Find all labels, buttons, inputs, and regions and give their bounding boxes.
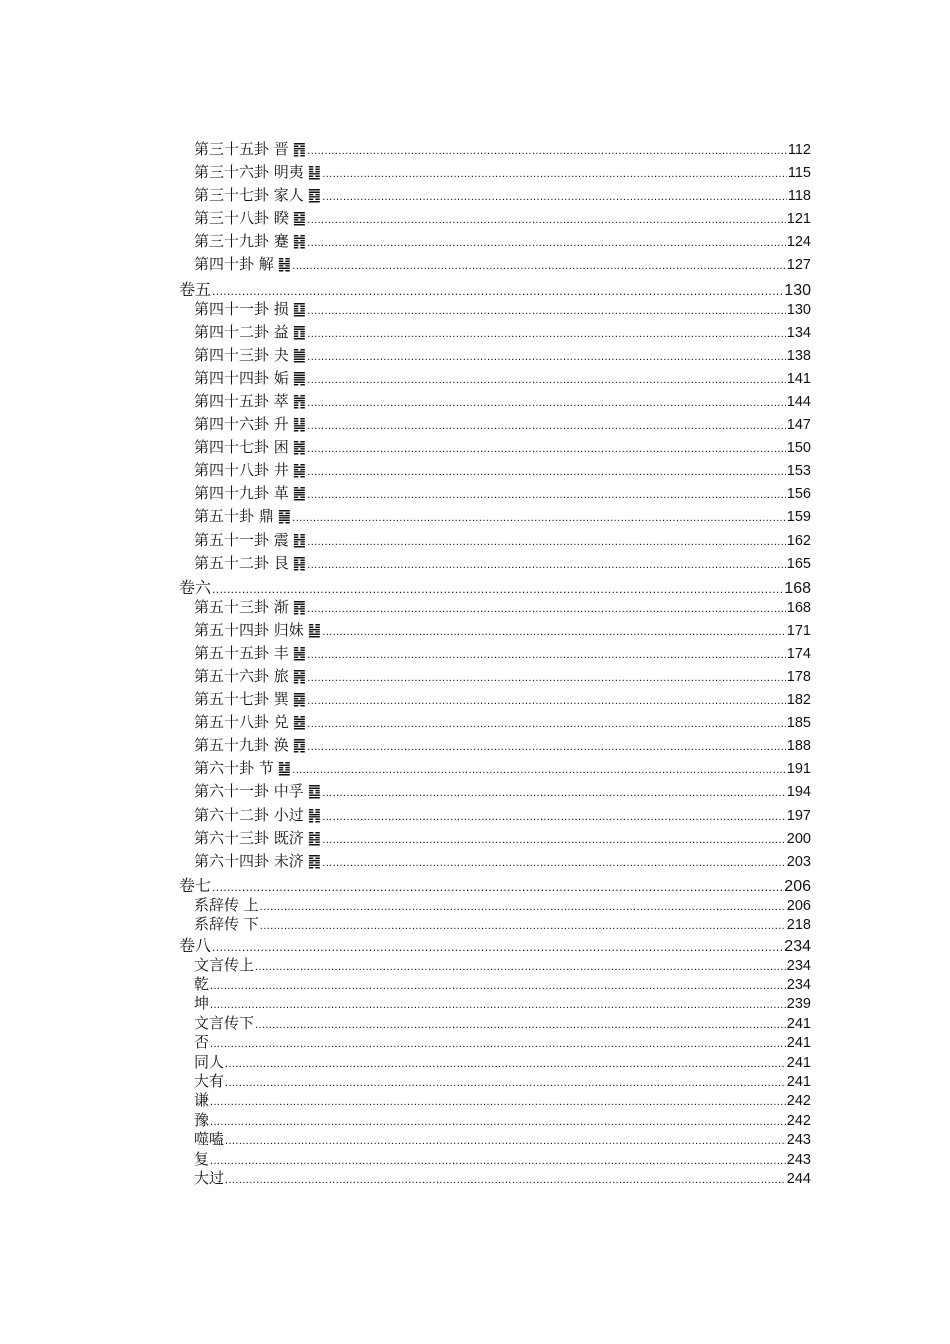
toc-page-number: 141 (786, 370, 811, 387)
dot-leader (225, 1135, 786, 1147)
hexagram-icon: ䷴ (292, 597, 307, 616)
toc-entry-title: 第四十九卦 革 (194, 484, 289, 503)
dot-leader (307, 649, 786, 661)
dot-leader (210, 1116, 786, 1128)
toc-entry[interactable] (179, 827, 811, 850)
toc-entry[interactable] (179, 688, 811, 711)
toc-entry-title: 大过 (194, 1168, 225, 1187)
toc-page-number: 124 (786, 234, 811, 251)
toc-page-number: 206 (784, 877, 811, 895)
toc-volume-entry[interactable] (179, 575, 811, 596)
dot-leader (307, 397, 786, 409)
hexagram-icon: ䷸ (292, 690, 307, 709)
toc-entry[interactable] (179, 161, 811, 184)
toc-entry-title: 第六十二卦 小过 (194, 805, 304, 824)
toc-page-number: 200 (786, 830, 811, 847)
toc-entry[interactable] (179, 1148, 811, 1167)
toc-entry-title: 第三十五卦 晋 (194, 140, 289, 158)
dot-leader (307, 718, 786, 730)
toc-page-number: 203 (786, 853, 811, 870)
toc-entry[interactable] (179, 711, 811, 734)
dot-leader (322, 168, 787, 180)
toc-entry-title: 第三十九卦 蹇 (194, 232, 289, 251)
toc-entry[interactable] (179, 894, 811, 913)
toc-entry[interactable] (179, 1128, 811, 1147)
toc-entry-title: 第四十七卦 困 (194, 438, 289, 457)
toc-entry-title: 坤 (194, 994, 210, 1013)
dot-leader (255, 961, 786, 973)
toc-entry-title: 噬嗑 (194, 1130, 225, 1149)
toc-entry-title: 大有 (194, 1071, 225, 1090)
dot-leader (210, 1096, 786, 1108)
toc-entry-title: 第六十四卦 未济 (194, 851, 304, 870)
toc-page-number: 185 (786, 715, 811, 732)
dot-leader (307, 420, 786, 432)
toc-entry-title: 第三十七卦 家人 (194, 186, 304, 205)
toc-entry-title: 第四十六卦 升 (194, 415, 289, 434)
toc-entry-title: 系辞传 上 (194, 895, 259, 914)
toc-page-number: 241 (786, 1015, 811, 1032)
toc-entry-title: 同人 (194, 1052, 225, 1071)
toc-page-number: 162 (786, 532, 811, 549)
hexagram-icon: ䷼ (307, 782, 322, 801)
toc-entry-title: 第四十五卦 萃 (194, 391, 289, 410)
dot-leader (212, 880, 783, 894)
toc-entry[interactable] (179, 413, 811, 436)
toc-entry[interactable] (179, 665, 811, 688)
toc-entry-title: 卷八 (179, 935, 212, 955)
toc-page-number: 165 (786, 555, 811, 572)
dot-leader (260, 920, 786, 932)
toc-entry-title: 第四十卦 解 (194, 255, 274, 274)
toc-page-number: 168 (784, 579, 811, 597)
dot-leader (210, 999, 786, 1011)
toc-volume-entry[interactable] (179, 933, 811, 954)
dot-leader (212, 582, 783, 596)
toc-page-number: 244 (786, 1170, 811, 1187)
dot-leader (307, 489, 786, 501)
toc-page-number: 178 (786, 668, 811, 685)
toc-page-number: 130 (784, 281, 811, 299)
dot-leader (307, 672, 786, 684)
toc-page-number: 234 (784, 937, 811, 955)
toc-page-number: 218 (786, 917, 811, 934)
table-of-contents (179, 138, 811, 1186)
dot-leader (322, 811, 786, 823)
toc-entry[interactable] (179, 642, 811, 665)
dot-leader (307, 559, 786, 571)
toc-entry[interactable] (179, 734, 811, 757)
dot-leader (322, 626, 786, 638)
toc-page-number: 206 (786, 897, 811, 914)
toc-page-number: 182 (786, 692, 811, 709)
hexagram-icon: ䷰ (292, 484, 307, 503)
toc-entry-title: 第五十五卦 丰 (194, 643, 289, 662)
dot-leader (307, 536, 786, 548)
toc-entry[interactable] (179, 954, 811, 973)
hexagram-icon: ䷥ (292, 209, 307, 228)
dot-leader (225, 1174, 786, 1186)
hexagram-icon: ䷻ (277, 759, 292, 778)
dot-leader (225, 1058, 786, 1070)
hexagram-icon: ䷮ (292, 438, 307, 457)
toc-page-number: 144 (786, 393, 811, 410)
toc-page-number: 197 (786, 807, 811, 824)
hexagram-icon: ䷵ (307, 620, 322, 639)
hexagram-icon: ䷭ (292, 415, 307, 434)
toc-entry-title: 第五十卦 鼎 (194, 507, 274, 526)
toc-page-number: 191 (786, 761, 811, 778)
dot-leader (307, 214, 786, 226)
toc-entry[interactable] (179, 804, 811, 827)
toc-entry[interactable] (179, 1070, 811, 1089)
toc-entry-title: 豫 (194, 1110, 210, 1129)
toc-page-number: 241 (786, 1054, 811, 1071)
hexagram-icon: ䷹ (292, 713, 307, 732)
dot-leader (322, 834, 786, 846)
toc-entry[interactable] (179, 913, 811, 932)
dot-leader (322, 787, 786, 799)
toc-page-number: 159 (786, 509, 811, 526)
toc-entry[interactable] (179, 619, 811, 642)
toc-entry[interactable] (179, 367, 811, 390)
hexagram-icon: ䷾ (307, 828, 322, 847)
dot-leader (307, 466, 786, 478)
toc-entry[interactable] (179, 973, 811, 992)
toc-entry[interactable] (179, 596, 811, 619)
toc-page-number: 127 (786, 257, 811, 274)
hexagram-icon: ䷤ (307, 186, 322, 205)
hexagram-icon: ䷦ (292, 232, 307, 251)
hexagram-icon: ䷪ (292, 345, 307, 364)
dot-leader (292, 764, 786, 776)
dot-leader (292, 260, 786, 272)
dot-leader (307, 741, 786, 753)
toc-entry[interactable] (179, 459, 811, 482)
toc-entry[interactable] (179, 184, 811, 207)
toc-entry[interactable] (179, 298, 811, 321)
toc-entry-title: 卷六 (179, 577, 212, 597)
toc-page-number: 242 (786, 1112, 811, 1129)
toc-page-number: 118 (787, 188, 811, 205)
toc-entry-title: 第四十一卦 损 (194, 299, 289, 318)
toc-entry-title: 第三十六卦 明夷 (194, 163, 304, 182)
toc-entry-title: 第五十八卦 兑 (194, 713, 289, 732)
toc-entry[interactable] (179, 230, 811, 253)
hexagram-icon: ䷫ (292, 368, 307, 387)
dot-leader (307, 603, 786, 615)
toc-entry-title: 文言传上 (194, 955, 255, 974)
toc-entry-title: 乾 (194, 974, 210, 993)
toc-entry[interactable] (179, 253, 811, 276)
dot-leader (307, 351, 786, 363)
toc-entry[interactable] (179, 1031, 811, 1050)
toc-page-number: 156 (786, 486, 811, 503)
toc-entry-title: 第五十三卦 渐 (194, 597, 289, 616)
hexagram-icon: ䷳ (292, 553, 307, 572)
toc-entry[interactable] (179, 482, 811, 505)
toc-entry-title: 第五十九卦 涣 (194, 736, 289, 755)
hexagram-icon: ䷷ (292, 666, 307, 685)
hexagram-icon: ䷨ (292, 299, 307, 318)
hexagram-icon: ䷯ (292, 461, 307, 480)
toc-page-number: 171 (786, 622, 811, 639)
hexagram-icon: ䷲ (292, 530, 307, 549)
toc-entry[interactable] (179, 138, 811, 161)
toc-entry-title: 第五十七卦 巽 (194, 690, 289, 709)
toc-entry[interactable] (179, 436, 811, 459)
toc-page-number: 241 (786, 1073, 811, 1090)
dot-leader (322, 191, 787, 203)
dot-leader (255, 1019, 786, 1031)
hexagram-icon: ䷺ (292, 736, 307, 755)
dot-leader (307, 328, 786, 340)
toc-volume-entry[interactable] (179, 873, 811, 894)
hexagram-icon: ䷱ (277, 507, 292, 526)
toc-entry-title: 第四十二卦 益 (194, 322, 289, 341)
dot-leader (210, 1038, 786, 1050)
toc-entry-title: 第四十三卦 夬 (194, 345, 289, 364)
toc-page-number: 115 (787, 165, 811, 182)
dot-leader (260, 901, 786, 913)
dot-leader (307, 374, 786, 386)
toc-entry[interactable] (179, 1089, 811, 1108)
toc-page-number: 188 (786, 738, 811, 755)
toc-entry-title: 谦 (194, 1091, 210, 1110)
toc-entry-title: 第六十一卦 中孚 (194, 782, 304, 801)
dot-leader (322, 857, 786, 869)
toc-page-number: 243 (786, 1151, 811, 1168)
toc-entry[interactable] (179, 207, 811, 230)
hexagram-icon: ䷣ (307, 163, 322, 182)
toc-entry-title: 第四十八卦 井 (194, 461, 289, 480)
toc-page-number: 234 (786, 957, 811, 974)
toc-page-number: 242 (786, 1093, 811, 1110)
toc-entry[interactable] (179, 529, 811, 552)
toc-page-number: 112 (787, 142, 811, 158)
dot-leader (212, 284, 783, 298)
toc-page-number: 147 (786, 417, 811, 434)
toc-page-number: 241 (786, 1035, 811, 1052)
dot-leader (307, 305, 786, 317)
toc-page-number: 153 (786, 463, 811, 480)
toc-page-number: 168 (786, 599, 811, 616)
toc-entry[interactable] (179, 1109, 811, 1128)
toc-page-number: 130 (786, 301, 811, 318)
dot-leader (212, 940, 783, 954)
toc-entry-title: 文言传下 (194, 1013, 255, 1032)
hexagram-icon: ䷿ (307, 851, 322, 870)
hexagram-icon: ䷬ (292, 391, 307, 410)
toc-entry[interactable] (179, 850, 811, 873)
toc-page-number: 134 (786, 324, 811, 341)
toc-page-number: 243 (786, 1132, 811, 1149)
hexagram-icon: ䷶ (292, 643, 307, 662)
toc-entry[interactable] (179, 321, 811, 344)
dot-leader (307, 145, 787, 157)
dot-leader (210, 1155, 786, 1167)
hexagram-icon: ䷧ (277, 255, 292, 274)
dot-leader (292, 512, 786, 524)
toc-page-number: 121 (786, 211, 811, 228)
toc-entry[interactable] (179, 1012, 811, 1031)
toc-entry-title: 否 (194, 1033, 210, 1052)
toc-entry-title: 第五十一卦 震 (194, 530, 289, 549)
dot-leader (210, 980, 786, 992)
toc-page-number: 234 (786, 976, 811, 993)
toc-entry[interactable] (179, 757, 811, 780)
toc-page-number: 239 (786, 996, 811, 1013)
toc-entry-title: 系辞传 下 (194, 915, 259, 934)
toc-entry[interactable] (179, 390, 811, 413)
toc-volume-entry[interactable] (179, 277, 811, 298)
toc-entry-title: 卷七 (179, 875, 212, 895)
toc-page-number: 150 (786, 440, 811, 457)
toc-page-number: 194 (786, 784, 811, 801)
dot-leader (307, 237, 786, 249)
toc-entry-title: 第五十四卦 归妹 (194, 620, 304, 639)
hexagram-icon: ䷢ (292, 140, 307, 158)
toc-entry[interactable] (179, 552, 811, 575)
dot-leader (307, 695, 786, 707)
toc-entry[interactable] (179, 344, 811, 367)
toc-entry-title: 第六十三卦 既济 (194, 828, 304, 847)
toc-entry[interactable] (179, 505, 811, 528)
toc-page-number: 138 (786, 347, 811, 364)
hexagram-icon: ䷩ (292, 322, 307, 341)
toc-entry-title: 第四十四卦 姤 (194, 368, 289, 387)
dot-leader (225, 1077, 786, 1089)
toc-entry-title: 复 (194, 1149, 210, 1168)
toc-entry[interactable] (179, 1051, 811, 1070)
toc-entry[interactable] (179, 780, 811, 803)
toc-entry-title: 第三十八卦 睽 (194, 209, 289, 228)
toc-entry-title: 第六十卦 节 (194, 759, 274, 778)
toc-page-number: 174 (786, 645, 811, 662)
toc-entry[interactable] (179, 1167, 811, 1186)
toc-entry-title: 第五十二卦 艮 (194, 553, 289, 572)
dot-leader (307, 443, 786, 455)
toc-entry-title: 第五十六卦 旅 (194, 666, 289, 685)
toc-entry-title: 卷五 (179, 279, 212, 299)
toc-entry[interactable] (179, 992, 811, 1011)
hexagram-icon: ䷽ (307, 805, 322, 824)
